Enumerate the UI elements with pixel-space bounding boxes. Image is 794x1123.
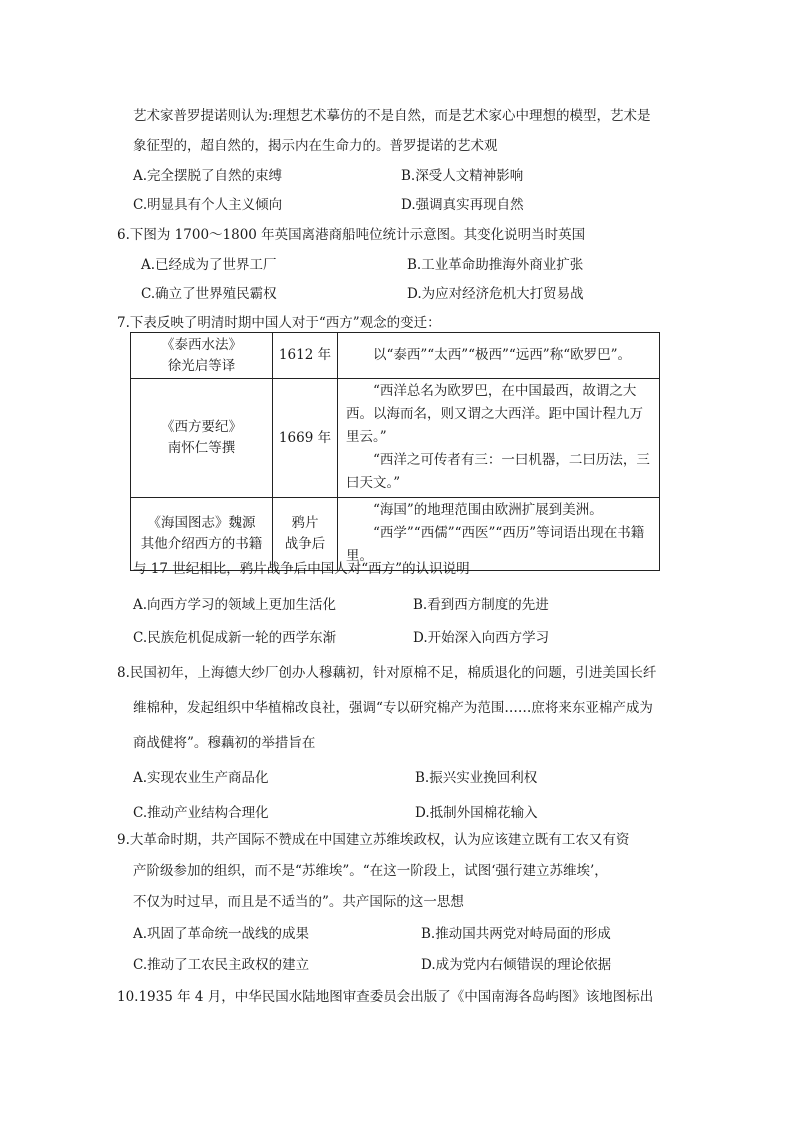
q5-option-d[interactable]: D.强调真实再现自然	[401, 197, 524, 213]
q6-option-a[interactable]: A.已经成为了世界工厂	[141, 257, 277, 273]
q8-option-a[interactable]: A.实现农业生产商品化	[133, 770, 269, 786]
table-cell-content: “西洋总名为欧罗巴，在中国最西，故谓之大西。以海而名，则又谓之大西洋。距中国计程九万里云。” “西洋之可传者有三：一曰机器，二曰历法，三曰天文。”	[338, 379, 660, 498]
q7-option-d[interactable]: D.开始深入向西方学习	[413, 630, 550, 646]
table-row	[131, 379, 660, 498]
q7-option-b[interactable]: B.看到西方制度的先进	[413, 597, 549, 613]
west-concept-table	[130, 332, 660, 571]
q6-option-d[interactable]: D.为应对经济危机大打贸易战	[407, 286, 584, 302]
q5-stem-line2: 象征型的，超自然的，揭示内在生命力的。普罗提诺的艺术观	[133, 138, 498, 154]
q9-stem-line3: 不仅为时过早，而且是不适当的”。共产国际的这一思想	[133, 894, 464, 910]
q8-option-c[interactable]: C.推动产业结构合理化	[133, 805, 269, 821]
q5-stem-line1: 艺术家普罗提诺则认为:理想艺术摹仿的不是自然，而是艺术家心中理想的模型，艺术是	[133, 108, 651, 124]
table-cell-book: 《泰西水法》 徐光启等译	[131, 333, 273, 379]
q5-option-b[interactable]: B.深受人文精神影响	[401, 168, 524, 184]
q8-stem-line1: 8.民国初年，上海德大纱厂创办人穆藕初，针对原棉不足，棉质退化的问题，引进美国长纤	[117, 665, 657, 681]
q9-stem-line2: 产阶级参加的组织，而不是“苏维埃”。“在这一阶段上，试图‘强行建立苏维埃’，	[133, 863, 608, 879]
table-cell-content: “海国”的地理范围由欧洲扩展到美洲。 “西学”“西儒”“西医”“西历”等词语出现在书籍里。	[338, 498, 660, 571]
q8-stem-line2: 维棉种，发起组织中华植棉改良社，强调“专以研究棉产为范围……庶将来东亚棉产成为	[133, 700, 653, 716]
q7-stem: 7.下表反映了明清时期中国人对于“西方”观念的变迁：	[117, 315, 441, 331]
q8-option-b[interactable]: B.振兴实业挽回利权	[415, 770, 538, 786]
q5-option-a[interactable]: A.完全摆脱了自然的束缚	[133, 168, 283, 184]
q9-option-c[interactable]: C.推动了工农民主政权的建立	[133, 957, 310, 973]
q7-option-c[interactable]: C.民族危机促成新一轮的西学东渐	[133, 630, 337, 646]
table-cell-book: 《海国图志》魏源 其他介绍西方的书籍	[131, 498, 273, 571]
q6-option-c[interactable]: C.确立了世界殖民霸权	[141, 286, 277, 302]
q8-option-d[interactable]: D.抵制外国棉花输入	[415, 805, 538, 821]
q7-option-a[interactable]: A.向西方学习的领域上更加生活化	[133, 597, 337, 613]
q6-stem: 6.下图为 1700～1800 年英国离港商船吨位统计示意图。其变化说明当时英国	[117, 227, 586, 243]
table-cell-content: 以“泰西”“太西”“极西”“远西”称“欧罗巴”。	[338, 333, 660, 379]
q9-option-b[interactable]: B.推动国共两党对峙局面的形成	[421, 926, 611, 942]
table-cell-time: 1612 年	[273, 333, 338, 379]
q8-stem-line3: 商战健将”。穆藕初的举措旨在	[133, 735, 316, 751]
q6-option-b[interactable]: B.工业革命助推海外商业扩张	[407, 257, 584, 273]
table-cell-book: 《西方要纪》 南怀仁等撰	[131, 379, 273, 498]
table-cell-time: 鸦片 战争后	[273, 498, 338, 571]
table-row	[131, 333, 660, 379]
q7-after-table: 与 17 世纪相比，鸦片战争后中国人对“西方”的认识说明	[133, 561, 470, 577]
q5-option-c[interactable]: C.明显具有个人主义倾向	[133, 197, 283, 213]
q10-stem-line1: 10.1935 年 4 月，中华民国水陆地图审查委员会出版了《中国南海各岛屿图》该地图标出	[117, 989, 654, 1005]
table-cell-time: 1669 年	[273, 379, 338, 498]
q9-option-d[interactable]: D.成为党内右倾错误的理论依据	[421, 957, 612, 973]
q9-option-a[interactable]: A.巩固了革命统一战线的成果	[133, 926, 310, 942]
q9-stem-line1: 9.大革命时期，共产国际不赞成在中国建立苏维埃政权，认为应该建立既有工农又有资	[117, 832, 630, 848]
